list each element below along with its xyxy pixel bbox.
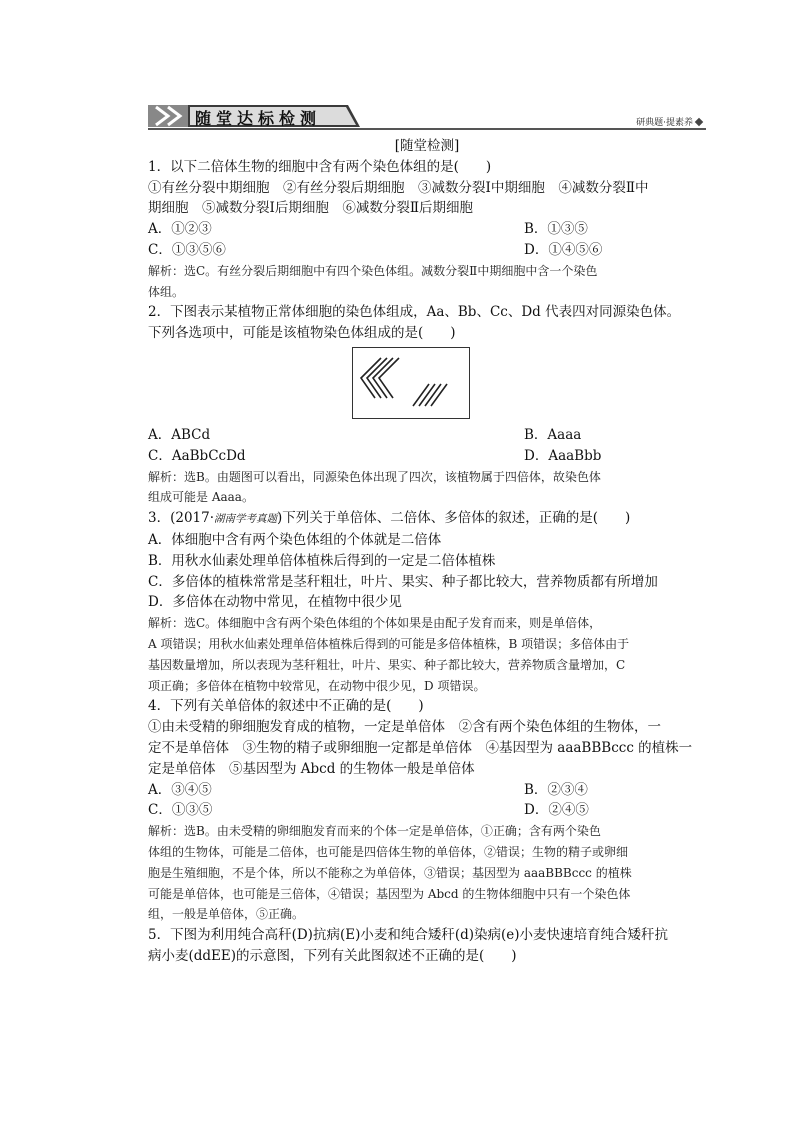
q4-items-2: 定不是单倍体 ③生物的精子或卵细胞一定都是单倍体 ④基因型为 aaaBBBccc 的植株一: [148, 739, 693, 756]
q2-explanation-1: 解析：选B。由题图可以看出，同源染色体出现了四次，该植物属于四倍体，故染色体: [148, 469, 601, 484]
q3-explanation-1: 解析：选C。体细胞中含有两个染色体组的个体如果是由配子发育而来，则是单倍体，: [148, 616, 602, 631]
q4-option-d: D．②④⑤: [524, 802, 589, 819]
q4-explanation-1: 解析：选B。由未受精的卵细胞发育而来的个体一定是单倍体，①正确；含有两个染色: [148, 824, 601, 839]
brand-text: 研典题·提素养: [636, 118, 693, 128]
q2-options-row-2: [148, 446, 706, 467]
diamond-icon: [695, 118, 703, 126]
q1-explanation-2: 体组。: [148, 284, 185, 299]
q3-stem-suffix: )下列关于单倍体、二倍体、多倍体的叙述，正确的是( ): [277, 510, 631, 527]
chromosome-figure: [352, 347, 470, 419]
chromosome-drawing: [353, 348, 469, 418]
q2-stem-2: 下列各选项中，可能是该植物染色体组成的是( ): [148, 325, 456, 342]
q3-stem-source: 湖南学考真题: [214, 513, 278, 526]
q4-items-1: ①由未受精的卵细胞发育成的植物，一定是单倍体 ②含有两个染色体组的生物体，一: [148, 719, 661, 736]
q4-explanation-2: 体组的生物体，可能是二倍体，也可能是四倍体生物的单倍体，②错误；生物的精子或卵细: [148, 844, 629, 859]
q4-items-3: 定是单倍体 ⑤基因型为 Abcd 的生物体一般是单倍体: [148, 760, 475, 777]
q3-explanation-4: 项正确；多倍体在植物中较常见，在动物中很少见，D 项错误。: [148, 678, 486, 693]
q4-options-row-1: [148, 780, 706, 801]
q5-stem-2: 病小麦(ddEE)的示意图，下列有关此图叙述不正确的是( ): [148, 947, 517, 964]
q1-options-row-1: [148, 219, 706, 240]
q2-option-a: A．ABCd: [148, 426, 211, 443]
q3-stem: [148, 508, 706, 530]
q2-option-c: C．AaBbCcDd: [148, 447, 246, 464]
q3-option-a: A．体细胞中含有两个染色体组的个体就是二倍体: [148, 531, 442, 548]
q1-option-b: B．①③⑤: [524, 221, 588, 238]
q4-explanation-4: 可能是单倍体，也可能是三倍体，④错误；基因型为 Abcd 的生物体细胞中只有一个染色体: [148, 886, 631, 901]
q3-option-b: B．用秋水仙素处理单倍体植株后得到的一定是二倍体植株: [148, 552, 496, 569]
banner-title: 随堂达标检测: [195, 109, 322, 128]
q1-items-2: 期细胞 ⑤减数分裂Ⅰ后期细胞 ⑥减数分裂Ⅱ后期细胞: [148, 200, 474, 217]
q3-explanation-3: 基因数量增加，所以表现为茎秆粗壮，叶片、果实、种子都比较大，营养物质含量增加，C: [148, 657, 626, 672]
q4-explanation-3: 胞是生殖细胞，不是个体，所以不能称之为单倍体，③错误；基因型为 aaaBBBccc 的植株: [148, 865, 632, 880]
q4-options-row-2: [148, 800, 706, 821]
q3-stem-prefix: 3．(2017·: [148, 510, 215, 527]
q1-items-1: ①有丝分裂中期细胞 ②有丝分裂后期细胞 ③减数分裂Ⅰ中期细胞 ④减数分裂Ⅱ中: [148, 179, 649, 196]
q4-option-c: C．①③⑤: [148, 802, 213, 819]
q1-option-d: D．①④⑤⑥: [524, 241, 603, 258]
q4-option-b: B．②③④: [524, 781, 588, 798]
q2-explanation-2: 组成可能是 Aaaa。: [148, 490, 254, 505]
q1-explanation-1: 解析：选C。有丝分裂后期细胞中有四个染色体组。减数分裂Ⅱ中期细胞中含一个染色: [148, 263, 598, 278]
section-title: [随堂检测]: [394, 138, 460, 154]
q1-options-row-2: [148, 240, 706, 261]
q3-option-d: D．多倍体在动物中常见，在植物中很少见: [148, 594, 402, 611]
q2-stem-1: 2．下图表示某植物正常体细胞的染色体组成，Aa、Bb、Cc、Dd 代表四对同源染色体。: [148, 304, 681, 321]
brand-tagline: [636, 115, 702, 128]
q2-option-d: D．AaaBbb: [524, 447, 602, 464]
q1-option-c: C．①③⑤⑥: [148, 241, 226, 258]
q4-stem: 4．下列有关单倍体的叙述中不正确的是( ): [148, 698, 424, 715]
q3-option-c: C．多倍体的植株常常是茎秆粗壮，叶片、果实、种子都比较大，营养物质都有所增加: [148, 573, 658, 590]
q2-options-row-1: [148, 425, 706, 446]
q3-explanation-2: A 项错误；用秋水仙素处理单倍体植株后得到的可能是多倍体植株，B 项错误；多倍体由于: [148, 636, 630, 651]
q4-explanation-5: 组，一般是单倍体，⑤正确。: [148, 907, 305, 922]
q2-option-b: B．Aaaa: [524, 426, 582, 443]
header-rule: [148, 128, 706, 130]
q5-stem-1: 5．下图为利用纯合高秆(D)抗病(E)小麦和纯合矮秆(d)染病(e)小麦快速培育纯合矮秆抗: [148, 927, 669, 944]
q1-stem: 1．以下二倍体生物的细胞中含有两个染色体组的是( ): [148, 158, 492, 175]
q4-option-a: A．③④⑤: [148, 781, 212, 798]
q1-option-a: A．①②③: [148, 221, 212, 238]
document-body: [148, 136, 706, 967]
